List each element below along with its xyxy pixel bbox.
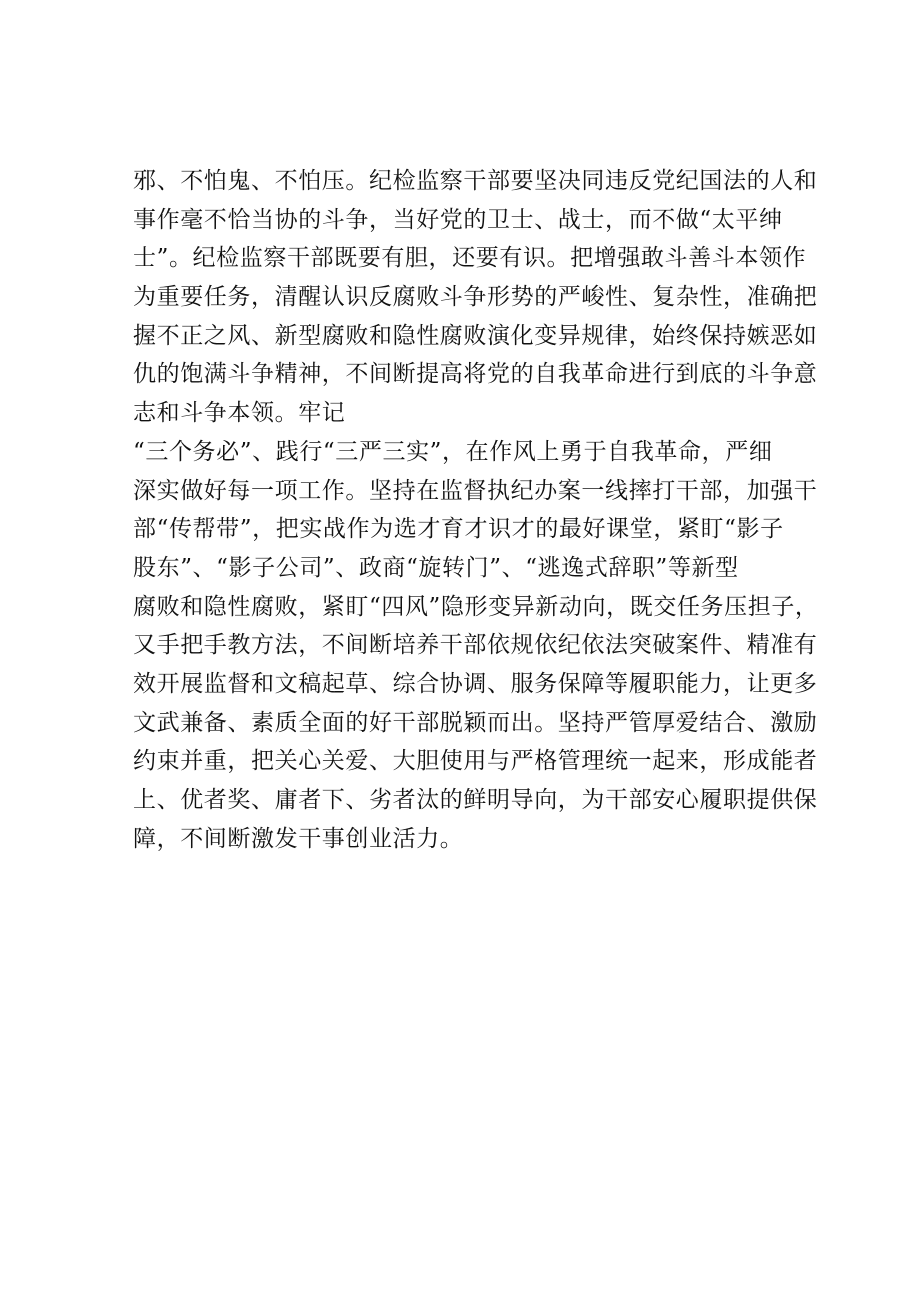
text-line: 仇的饱满斗争精神，不间断提高将党的自我革命进行到底的斗争意 <box>133 361 818 388</box>
text-line: 上、优者奖、庸者下、劣者汰的鲜明导向，为干部安心履职提供保 <box>133 787 818 813</box>
text-line: 股东”、“影子公司”、政商“旋转门”、“逃逸式辞职”等新型 <box>133 554 739 581</box>
text-line: 握不正之风、新型腐败和隐性腐败演化变异规律，始终保持嫉恶如 <box>133 322 818 349</box>
text-line: 腐败和隐性腐败，紧盯“四风”隐形变异新动向，既交任务压担子， <box>133 593 819 620</box>
text-line: 深实做好每一项工作。坚持在监督执纪办案一线摔打干部，加强干 <box>133 477 818 504</box>
text-line: 又手把手教方法，不间断培养干部依规依纪依法突破案件、精准有 <box>133 632 818 659</box>
text-line: 约束并重，把关心关爱、大胆使用与严格管理统一起来，形成能者 <box>133 748 818 775</box>
body-text <box>133 162 819 858</box>
text-line: 为重要任务，清醒认识反腐败斗争形势的严峻性、复杂性，准确把 <box>133 284 818 311</box>
text-line: 文武兼备、素质全面的好干部脱颖而出。坚持严管厚爱结合、激励 <box>133 709 818 736</box>
text-line: 障，不间断激发干事创业活力。 <box>133 825 464 852</box>
text-line: 部“传帮带”，把实战作为选才育才识才的最好课堂，紧盯“影子 <box>133 516 784 543</box>
text-line: “三个务必”、践行“三严三实”，在作风上勇于自我革命，严细 <box>133 438 773 465</box>
text-line: 士”。纪检监察干部既要有胆，还要有识。把增强敢斗善斗本领作 <box>133 245 807 272</box>
text-line: 事作毫不恰当协的斗争，当好党的卫士、战士，而不做“太平绅 <box>133 206 783 233</box>
text-line: 效开展监督和文稿起草、综合协调、服务保障等履职能力，让更多 <box>133 670 818 697</box>
text-line: 邪、不怕鬼、不怕压。纪检监察干部要坚决同违反党纪国法的人和 <box>133 168 818 194</box>
text-line: 志和斗争本领。牢记 <box>133 400 346 427</box>
